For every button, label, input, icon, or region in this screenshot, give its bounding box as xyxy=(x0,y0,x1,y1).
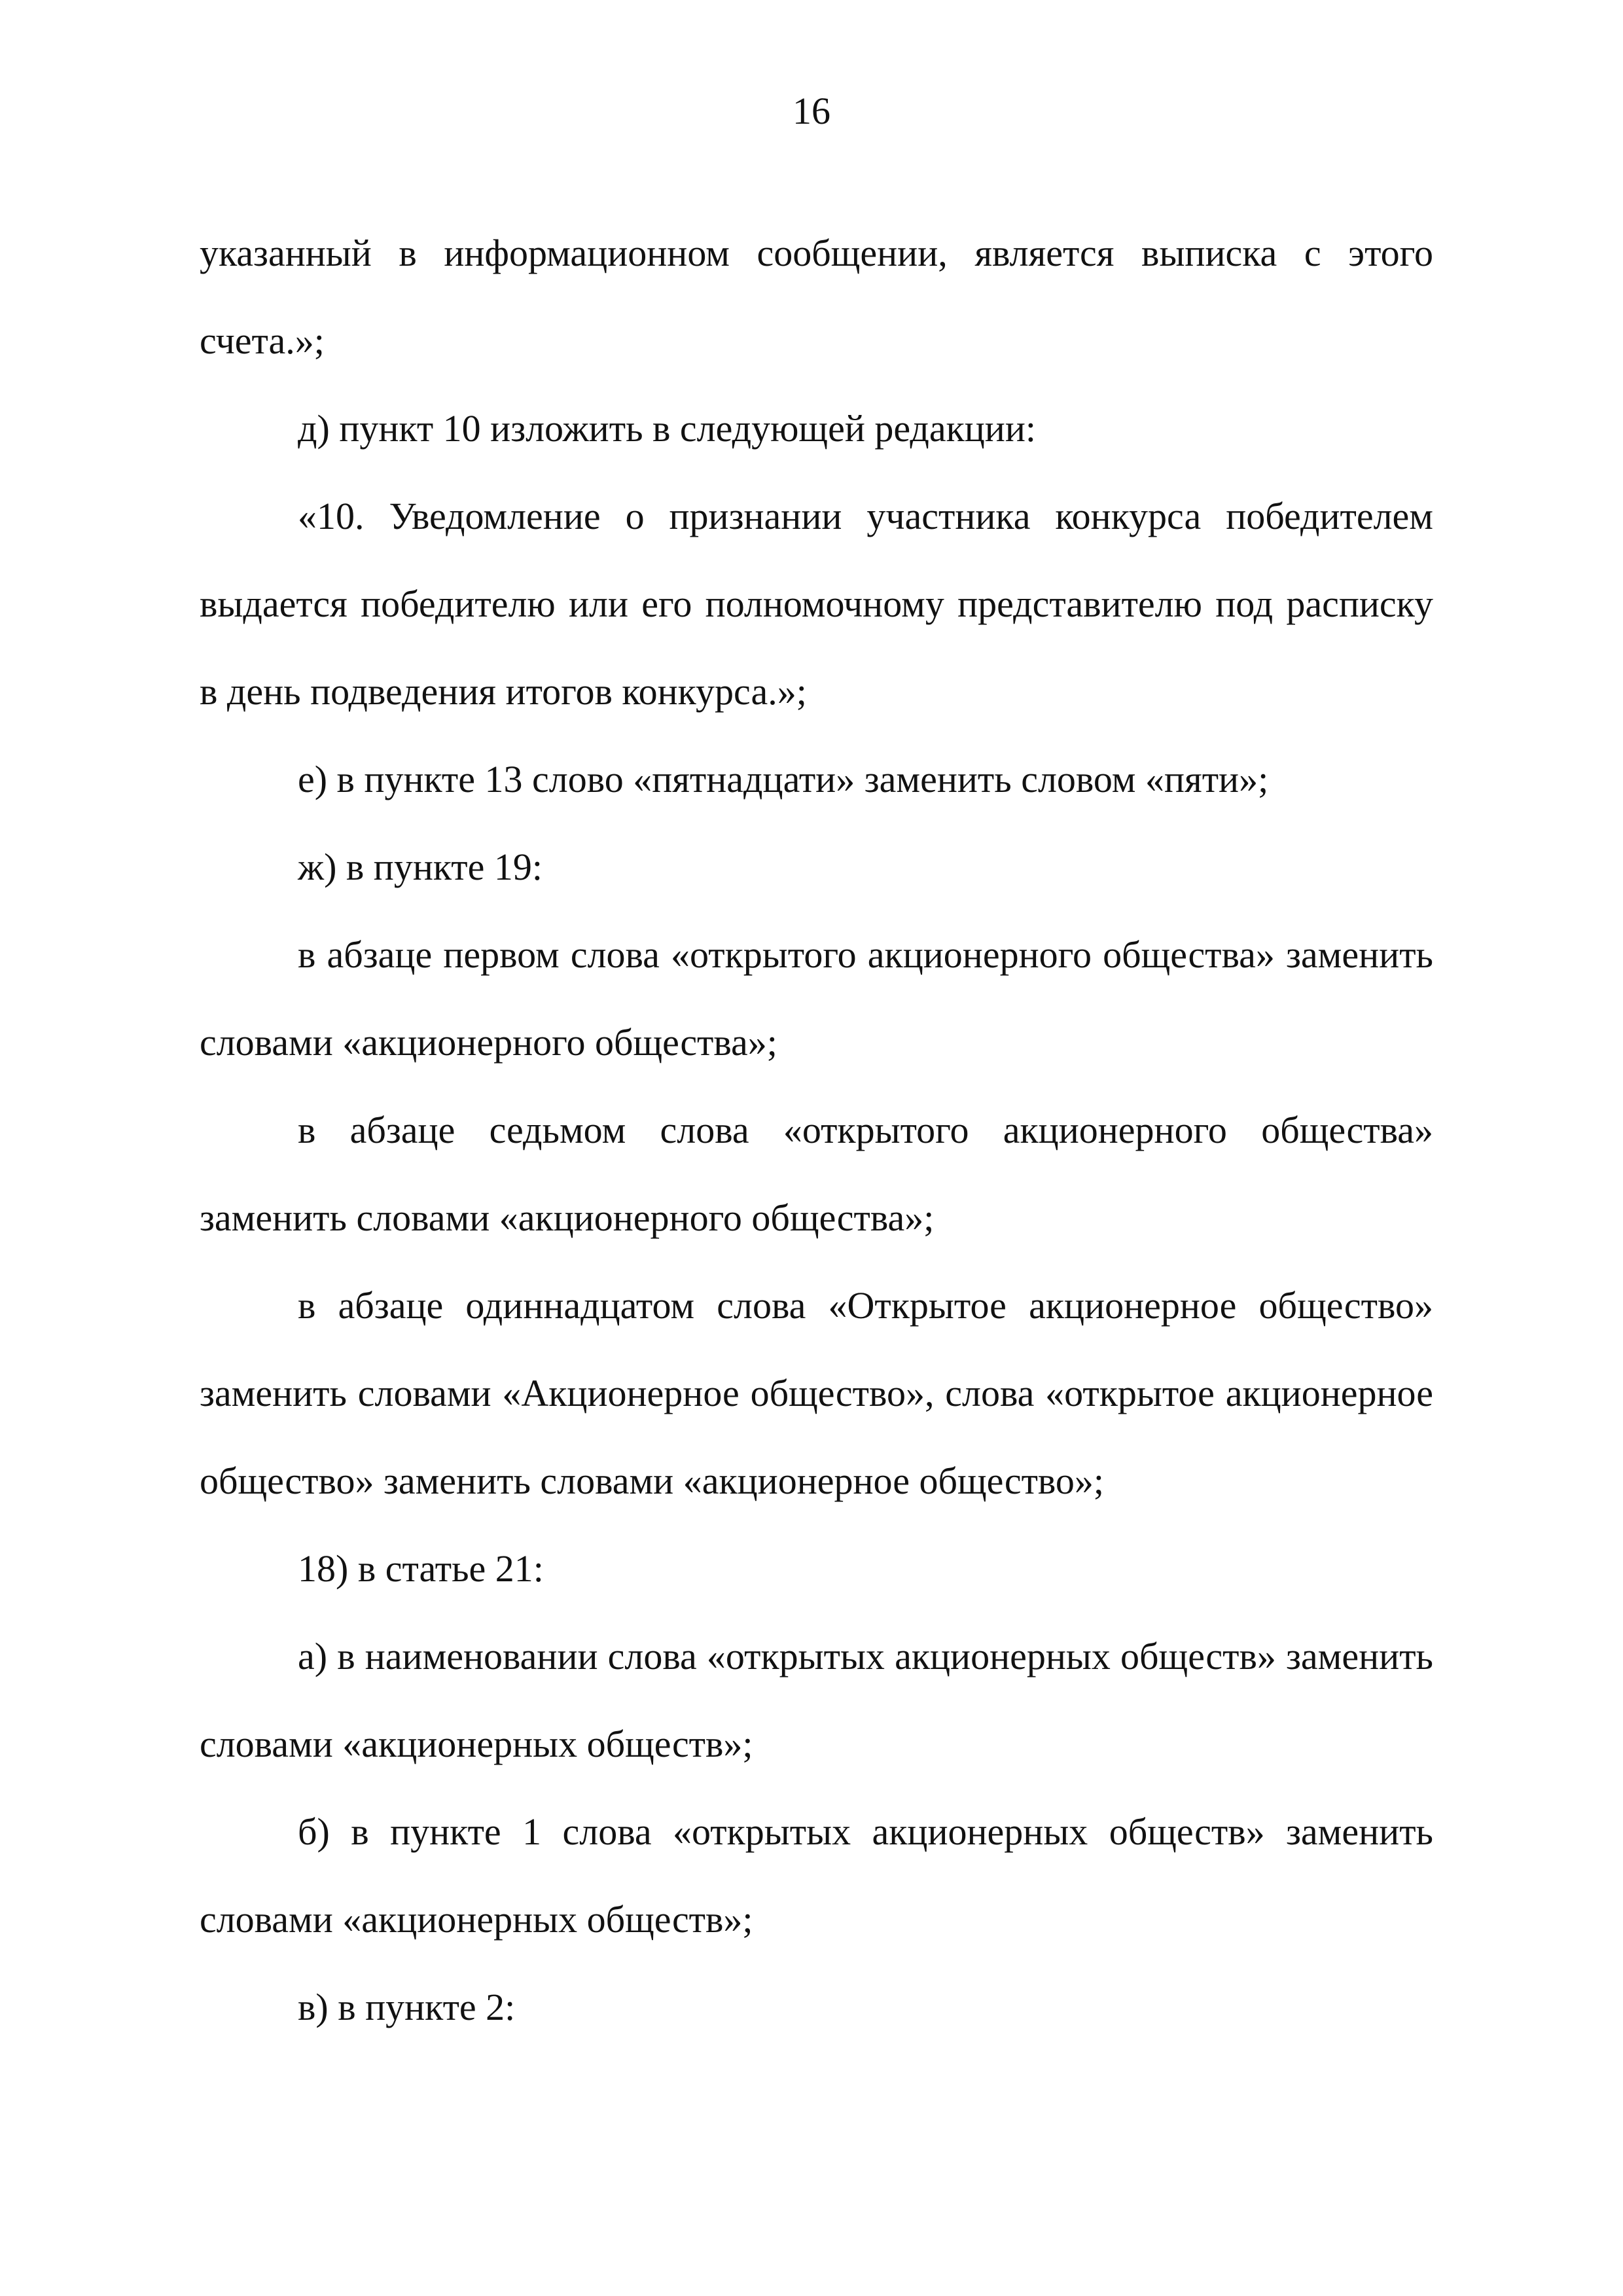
paragraph-abzac-seventh: в абзаце седьмом слова «открытого акционерного общества» заменить словами «акционерного общества»; xyxy=(200,1109,1433,1239)
paragraph-item-v: в) в пункте 2: xyxy=(298,1986,516,2028)
paragraph-item-e: е) в пункте 13 слово «пятнадцати» заменить словом «пяти»; xyxy=(298,758,1269,800)
paragraph-abzac-first: в абзаце первом слова «открытого акционерного общества» заменить словами «акционерного общества»; xyxy=(200,933,1433,1064)
paragraph-item-18: 18) в статье 21: xyxy=(298,1547,544,1590)
paragraph-quoted-clause-10: «10. Уведомление о признании участника конкурса победителем выдается победителю или его полномочному представителю под расписку в день подведения итогов конкурса.»; xyxy=(200,495,1433,713)
paragraph-abzac-eleventh: в абзаце одиннадцатом слова «Открытое акционерное общество» заменить словами «Акционерное общество», слова «открытое акционерное общество» заменить словами «акционерное общество»; xyxy=(200,1284,1433,1502)
paragraph-item-b: б) в пункте 1 слова «открытых акционерных обществ» заменить словами «акционерных обществ»; xyxy=(200,1810,1433,1941)
paragraph-item-d: д) пункт 10 изложить в следующей редакции: xyxy=(298,407,1036,450)
paragraph-item-a: а) в наименовании слова «открытых акционерных обществ» заменить словами «акционерных обществ»; xyxy=(200,1635,1433,1765)
paragraph-item-zh: ж) в пункте 19: xyxy=(298,846,543,888)
document-body xyxy=(200,209,1433,2051)
paragraph-continuation: указанный в информационном сообщении, является выписка с этого счета.»; xyxy=(200,232,1433,362)
page-number: 16 xyxy=(793,90,830,132)
